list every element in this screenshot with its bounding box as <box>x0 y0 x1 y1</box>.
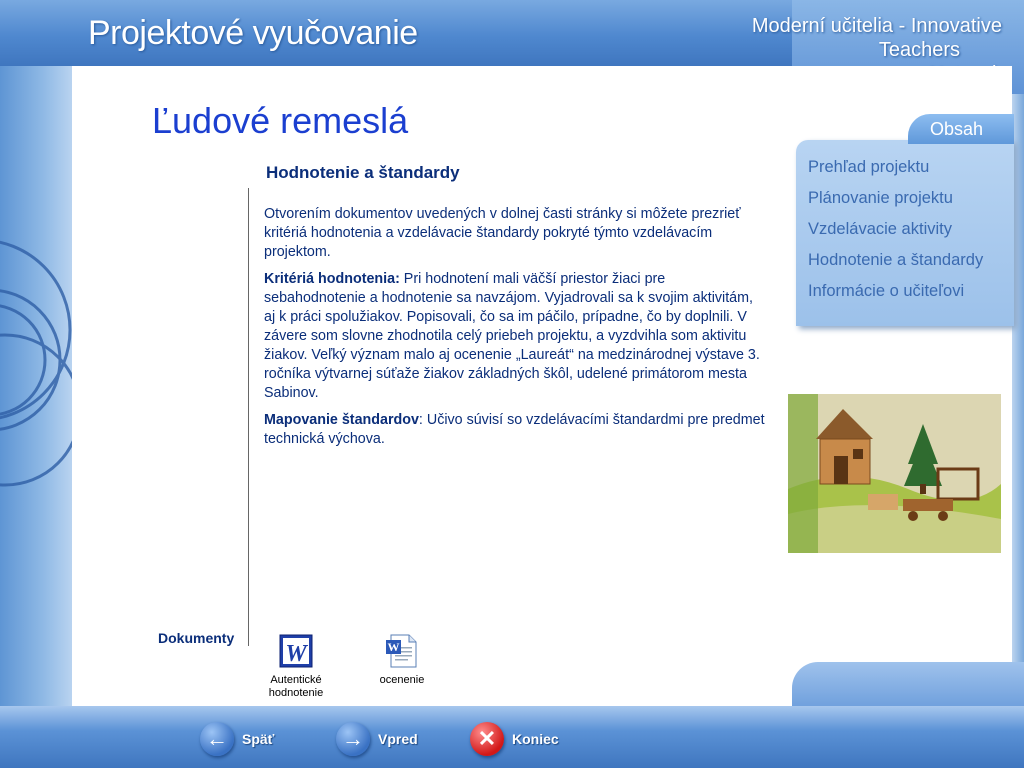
standards-text: : Učivo súvisí so vzdelávacími štandardmi pre predmet technická výchova. <box>264 412 765 447</box>
word-document-icon <box>385 634 419 668</box>
divider <box>248 188 249 646</box>
back-button[interactable] <box>200 722 274 756</box>
section-title: Hodnotenie a štandardy <box>266 163 460 182</box>
arrow-right-icon: → <box>336 722 370 756</box>
project-photo <box>788 394 1001 553</box>
criteria-label: Kritériá hodnotenia: <box>264 271 400 287</box>
document-autenticke-hodnotenie[interactable] <box>256 634 336 700</box>
close-icon: ✕ <box>470 722 504 756</box>
footer-bump <box>792 662 1024 712</box>
sidebar-item-aktivity[interactable]: Vzdelávacie aktivity <box>808 220 952 238</box>
left-decoration <box>0 0 72 768</box>
page-title: Ľudové remeslá <box>152 100 409 141</box>
sidebar-item-informacie[interactable]: Informácie o učiteľovi <box>808 282 965 300</box>
svg-text:W: W <box>285 641 307 667</box>
criteria-text: Pri hodnotení mali väčší priestor žiaci pre sebahodnotenie a hodnotenie sa navzájom. Vyjadrovali sa k svojim aktivitám, aj k práci spolužiakov. Popisovali, čo sa im páčilo, prípadne, čo by doplnili. V závere som slovne zhodnotila celý priebeh projektu, a vyzdvihla som aktivitu žiakov. Veľký význam malo aj ocenenie „Laureát“ na medzinárodnej výstave 3. ročníka výtvarnej súťaže žiakov základných škôl, udelené primátorom mesta Sabinov. <box>264 271 760 401</box>
back-label: Späť <box>242 731 275 747</box>
brand-line-1: Moderní učitelia - Innovative <box>751 15 1002 37</box>
document-ocenenie[interactable] <box>362 634 442 687</box>
svg-text:W: W <box>387 640 400 654</box>
sidebar-tab-obsah: Obsah <box>908 114 1014 144</box>
standards-paragraph <box>264 411 766 449</box>
document-label: Autentické hodnotenie <box>268 674 324 699</box>
body-text <box>264 205 766 457</box>
forward-label: Vpred <box>378 731 418 747</box>
brand-line-2: Teachers <box>878 39 960 61</box>
sidebar-item-hodnotenie[interactable]: Hodnotenie a štandardy <box>808 251 984 269</box>
standards-label: Mapovanie štandardov <box>264 412 419 428</box>
criteria-paragraph <box>264 270 766 403</box>
app-title: Projektové vyučovanie <box>88 14 418 52</box>
forward-button[interactable] <box>336 722 418 756</box>
sidebar-item-prehlad[interactable]: Prehľad projektu <box>808 158 930 176</box>
sidebar-item-planovanie[interactable]: Plánovanie projektu <box>808 189 953 207</box>
arrow-left-icon: ← <box>200 722 234 756</box>
word-icon <box>279 634 313 668</box>
exit-button[interactable] <box>470 722 559 756</box>
document-label: ocenenie <box>379 674 425 686</box>
exit-label: Koniec <box>512 731 559 747</box>
intro-paragraph: Otvorením dokumentov uvedených v dolnej časti stránky si môžete prezrieť kritériá hodnotenia a vzdelávacie štandardy pokryté týmto vzdelávacím projektom. <box>264 206 741 260</box>
documents-label: Dokumenty <box>158 630 235 646</box>
